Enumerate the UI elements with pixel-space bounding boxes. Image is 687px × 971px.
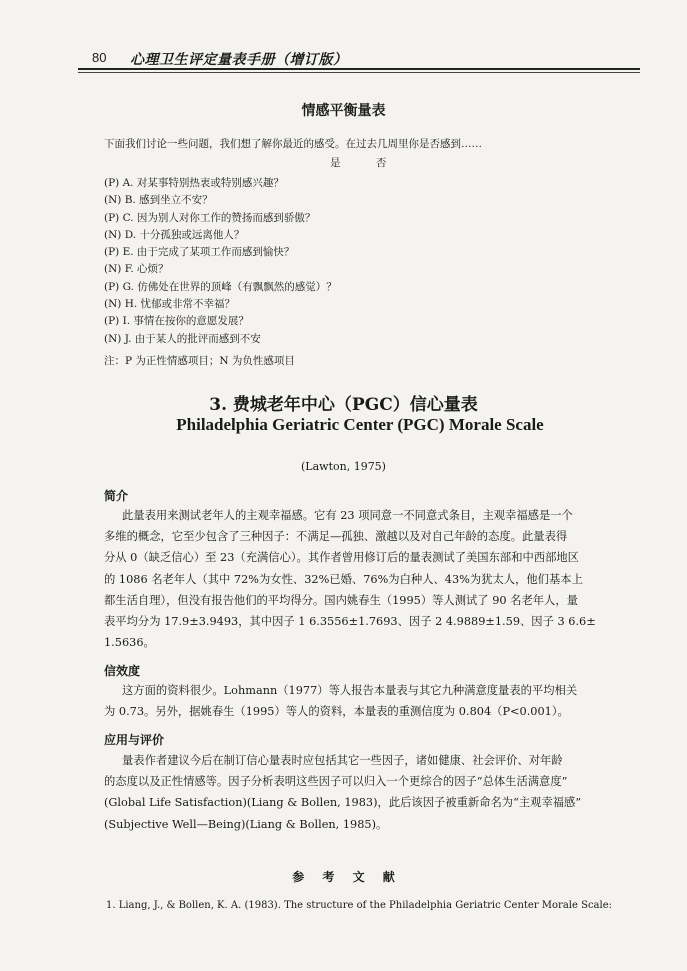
scale-item: (P) G. 仿佛处在世界的顶峰（有飘飘然的感觉）？ <box>104 280 337 293</box>
paragraph-line: 此量表用来测试老年人的主观幸福感。它有 23 项同意一不同意式条目，主观幸福感是一个 <box>122 509 573 522</box>
no-column-label: 否 <box>375 157 387 169</box>
paragraph-line: 的 1086 名老年人（其中 72%为女性、32%已婚、76%为白种人、43%为犹太人，他们基本上 <box>104 572 583 586</box>
page-header <box>78 46 638 68</box>
header-rule <box>78 68 640 70</box>
scale-item: (P) I. 事情在按你的意愿发展？ <box>104 315 249 328</box>
scale-intro: 下面我们讨论一些问题，我们想了解你最近的感受。在过去几周里你是否感到…… <box>104 138 482 150</box>
scale-item: (N) H. 忧郁或非常不幸福？ <box>104 298 236 311</box>
paragraph-line: (Subjective Well—Being)(Liang & Bollen, 1985)。 <box>104 817 388 831</box>
application-heading: 应用与评价 <box>104 733 165 747</box>
reference-item: 1. Liang, J., & Bollen, K. A. (1983). The structure of the Philadelphia Geriatric Center Morale Scale: <box>106 900 612 911</box>
scale-title: 情感平衡量表 <box>301 103 386 119</box>
paragraph-line: (Global Life Satisfaction)(Liang & Bollen, 1983)，此后该因子被重新命名为“主观幸福感” <box>104 796 582 810</box>
scale-item: (N) B. 感到坐立不安？ <box>104 194 213 207</box>
intro-heading: 简介 <box>104 489 129 503</box>
book-title: 心理卫生评定量表手册（增订版） <box>130 52 348 68</box>
scale-note: 注：P 为正性情感项目；N 为负性感项目 <box>104 355 295 367</box>
scale-item: (N) J. 由于某人的批评而感到不安 <box>104 332 261 345</box>
answer-columns <box>330 155 404 170</box>
application-paragraph <box>104 750 644 835</box>
section-title-chinese: 3. 费城老年中心（PGC）信心量表 <box>209 395 478 415</box>
paragraph-line: 这方面的资料很少。Lohmann（1977）等人报告本量表与其它九种满意度量表的平均相关 <box>122 684 578 697</box>
scale-item: (N) D. 十分孤独或远离他人？ <box>104 228 245 241</box>
paragraph-line: 1.5636。 <box>104 636 155 650</box>
scale-item-list <box>104 175 337 348</box>
section-title-english: Philadelphia Geriatric Center (PGC) Morale Scale <box>176 415 544 434</box>
paragraph-line: 的态度以及正性情感等。因子分析表明这些因子可以归入一个更综合的因子“总体生活满意度” <box>104 775 568 789</box>
reliability-paragraph <box>104 680 644 722</box>
page-number: 80 <box>92 50 107 65</box>
paragraph-line: 分从 0（缺乏信心）至 23（充满信心）。其作者曾用修订后的量表测试了美国东部和中西部地区 <box>104 551 579 565</box>
paragraph-line: 都生活自理），但没有报告他们的平均得分。国内姚春生（1995）等人测试了 90 名老年人，量 <box>104 593 578 607</box>
intro-paragraph <box>104 505 644 653</box>
paragraph-line: 为 0.73。另外，据姚春生（1995）等人的资料，本量表的重测信度为 0.804（P<0.001）。 <box>104 705 569 719</box>
yes-column-label: 是 <box>330 157 341 169</box>
references-title: 参 考 文 献 <box>292 870 395 884</box>
scale-item: (N) F. 心烦？ <box>104 263 169 276</box>
scale-item: (P) A. 对某事特别热衷或特别感兴趣？ <box>104 177 284 189</box>
paragraph-line: 量表作者建议今后在制订信心量表时应包括其它一些因子，诸如健康、社会评价、对年龄 <box>122 754 563 767</box>
paragraph-line: 表平均分为 17.9±3.9493，其中因子 1 6.3556±1.7693、因子 2 4.9889±1.59、因子 3 6.6± <box>104 615 596 629</box>
paragraph-line: 多维的概念，它至少包含了三种因子：不满足—孤独、激越以及对自己年龄的态度。此量表得 <box>104 530 568 544</box>
scale-item: (P) E. 由于完成了某项工作而感到愉快？ <box>104 246 295 259</box>
section-citation: (Lawton, 1975) <box>301 460 386 473</box>
reliability-heading: 信效度 <box>104 664 141 678</box>
scale-item: (P) C. 因为别人对你工作的赞扬而感到骄傲？ <box>104 211 316 224</box>
header-rule-thin <box>78 72 640 73</box>
